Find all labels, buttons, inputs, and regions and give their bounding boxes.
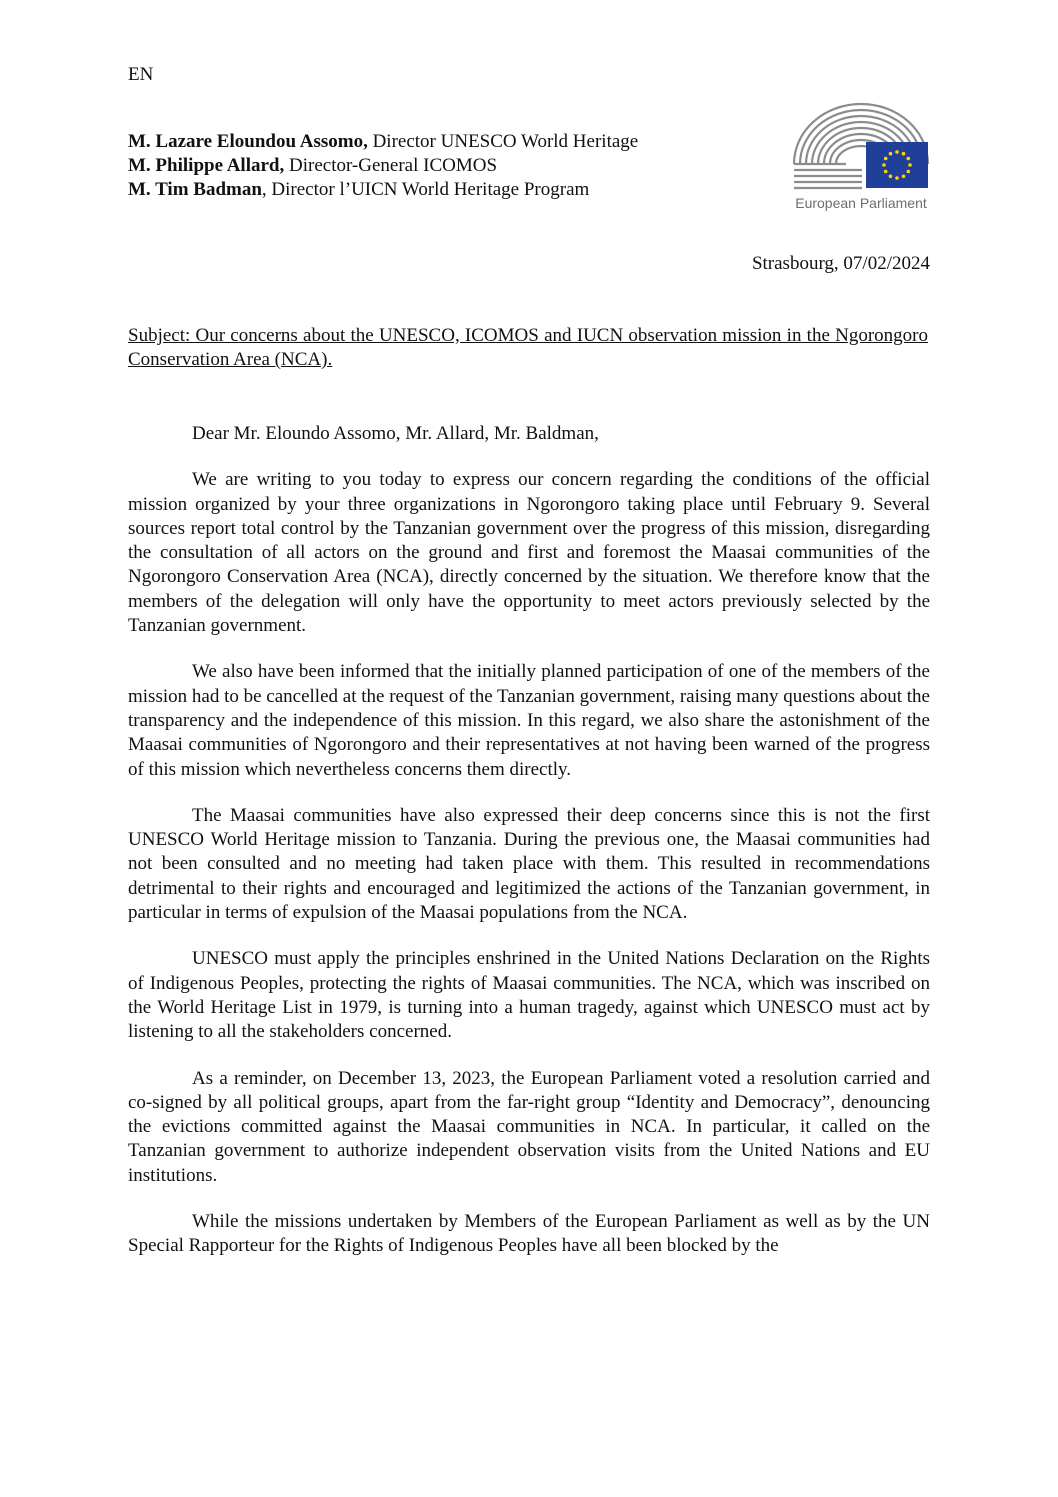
addressee-line [128, 154, 638, 178]
language-code: EN [128, 64, 154, 85]
eu-flag-icon [866, 142, 928, 188]
body-paragraph: As a reminder, on December 13, 2023, the European Parliament voted a resolution carried and co-signed by all political groups, apart from the far-right group “Identity and Democracy”, denouncing the evictions committed against the Maasai communities in NCA. In particular, it called on the Tanzanian government to authorize independent observation visits from the United Nations and EU institutions. [128, 1067, 930, 1186]
body-paragraph: UNESCO must apply the principles enshrined in the United Nations Declaration on the Rights of Indigenous Peoples, protecting the rights of Maasai communities. The NCA, which was inscribed on the World Heritage List in 1979, is turning into a human tragedy, against which UNESCO must act by listening to all the stakeholders concerned. [128, 948, 930, 1043]
addressee-title: , Director l’UICN World Heritage Program [261, 179, 590, 200]
addressee-name: M. Tim Badman [128, 179, 262, 200]
subject-line: Subject: Our concerns about the UNESCO, ICOMOS and IUCN observation mission in the Ngorongoro Conservation Area (NCA). [128, 325, 928, 370]
addressee-name: M. Philippe Allard, [128, 155, 285, 176]
addressee-title: Director-General ICOMOS [284, 155, 498, 176]
letter-body [128, 422, 930, 1281]
body-paragraph: While the missions undertaken by Members of the European Parliament as well as by the UN Special Rapporteur for the Rights of Indigenous Peoples have all been blocked by the [128, 1211, 930, 1257]
body-paragraph: We are writing to you today to express our concern regarding the conditions of the official mission organized by your three organizations in Ngorongoro taking place until February 9. Several sources report total control by the Tanzanian government over the progress of this mission, disregarding the consultation of all actors on the ground and first and foremost the Maasai communities of the Ngorongoro Conservation Area (NCA), directly concerned by the situation. We therefore know that the members of the delegation will only have the opportunity to meet actors previously selected by the Tanzanian government. [128, 469, 930, 637]
body-paragraph: The Maasai communities have also expressed their deep concerns since this is not the first UNESCO World Heritage mission to Tanzania. During the previous one, the Maasai communities had not been consulted and no meeting had taken place with them. This resulted in recommendations detrimental to their rights and encouraged and legitimized the actions of the Tanzanian government, in particular in terms of expulsion of the Maasai populations from the NCA. [128, 804, 930, 924]
addressee-block [128, 130, 638, 202]
addressee-line [128, 130, 638, 154]
addressee-name: M. Lazare Eloundou Assomo, [128, 131, 368, 152]
addressee-line [128, 178, 638, 202]
salutation: Dear Mr. Eloundo Assomo, Mr. Allard, Mr. Baldman, [192, 423, 599, 444]
place-date: Strasbourg, 07/02/2024 [751, 253, 930, 274]
body-paragraph: We also have been informed that the initially planned participation of one of the members of the mission had to be cancelled at the request of the Tanzanian government, raising many questions about the transparency and the independence of this mission. In this regard, we also share the astonishment of the Maasai communities of Ngorongoro and their representatives at not having been warned of the progress of this mission which nevertheless concerns them directly. [128, 661, 930, 780]
logo-caption: European Parliament [795, 195, 927, 211]
addressee-title: Director UNESCO World Heritage [367, 131, 639, 152]
